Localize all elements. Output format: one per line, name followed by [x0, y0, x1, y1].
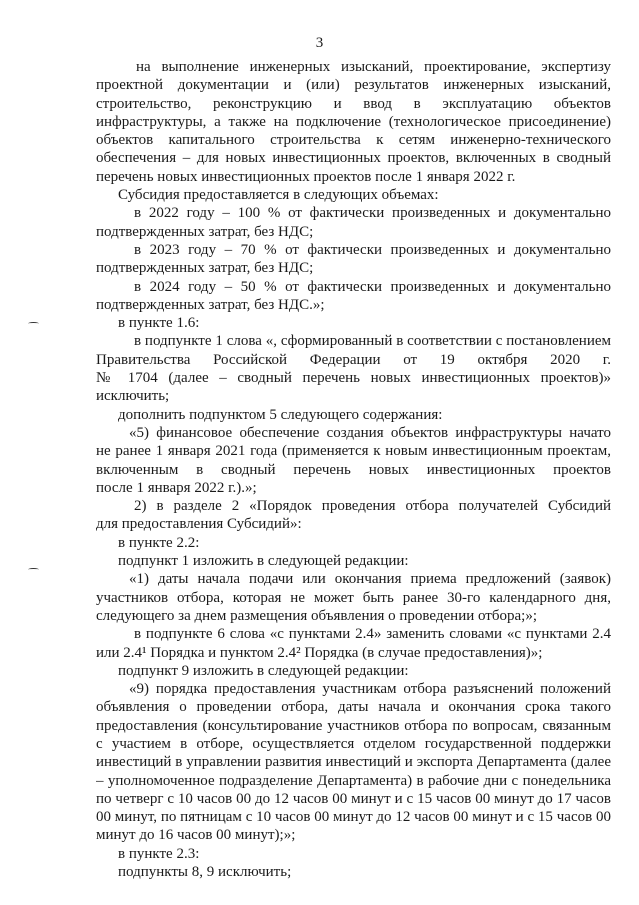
text-line: Правительства Российской Федерации от 19 октября 2020 г.: [96, 351, 611, 368]
page-number: 3: [315, 35, 324, 51]
text-line: объектов капитального строительства к сетям инженерно-технического: [96, 132, 611, 149]
text-line: с участием в отборе, осуществляется отделом государственной поддержки: [96, 735, 611, 752]
text-line: включенным в сводный перечень новых инвестиционных проектов: [96, 461, 611, 478]
text-line: для предоставления Субсидий»:: [96, 516, 302, 533]
text-line: в 2023 году – 70 % от фактически произведенных и документально: [134, 241, 611, 258]
text-line: следующего за днем размещения объявления о проведении отбора;»;: [96, 607, 537, 624]
text-line: объявления о проведении отбора, даты начала и окончания срока такого: [96, 699, 611, 716]
document-body: [96, 58, 611, 881]
text-line: подтвержденных затрат, без НДС.»;: [96, 296, 325, 313]
text-line: в 2024 году – 50 % от фактически произведенных и документально: [134, 278, 611, 295]
text-line: в подпункте 6 слова «с пунктами 2.4» заменить словами «с пунктами 2.4: [134, 626, 611, 643]
text-line: подпункт 9 изложить в следующей редакции:: [118, 662, 409, 679]
text-line: № 1704 (далее – сводный перечень новых инвестиционных проектов)»: [96, 370, 611, 387]
text-line: подтвержденных затрат, без НДС;: [96, 260, 314, 277]
text-line: на выполнение инженерных изысканий, проектирование, экспертизу: [136, 59, 611, 75]
text-line: инвестиций в управлении развития инвестиций и экспорта Департамента (далее: [96, 754, 611, 771]
text-line: проектной документации и (или) результатов инженерных изысканий,: [96, 77, 611, 94]
text-line: не ранее 1 января 2021 года (применяется к новым инвестиционным проектам,: [96, 443, 611, 460]
text-line: участников отбора, которая не может быть ранее 30-го календарного дня,: [96, 589, 611, 606]
text-line: перечень новых инвестиционных проектов после 1 января 2022 г.: [96, 168, 516, 185]
text-line: обеспечения – для новых инвестиционных проектов, включенных в сводный: [96, 150, 611, 167]
margin-mark-1: [28, 322, 39, 325]
text-line: 2) в разделе 2 «Порядок проведения отбора получателей Субсидий: [134, 498, 611, 515]
text-line: исключить;: [96, 388, 170, 405]
text-line: в пункте 2.3:: [118, 845, 200, 862]
text-line: в 2022 году – 100 % от фактически произведенных и документально: [134, 205, 611, 222]
text-line: по четверг с 10 часов 00 до 12 часов 00 минут и с 15 часов 00 минут до 17 часов: [96, 790, 611, 807]
text-line: «5) финансовое обеспечение создания объектов инфраструктуры начато: [129, 424, 611, 441]
text-line: «9) порядка предоставления участникам отбора разъяснений положений: [129, 681, 611, 698]
text-line: в пункте 1.6:: [118, 315, 200, 332]
text-line: минут до 16 часов 00 минут);»;: [96, 827, 296, 844]
text-line: Субсидия предоставляется в следующих объемах:: [118, 187, 439, 204]
text-line: дополнить подпунктом 5 следующего содержания:: [118, 406, 443, 423]
text-line: «1) даты начала подачи или окончания приема предложений (заявок): [129, 571, 611, 588]
text-line: или 2.4¹ Порядка и пунктом 2.4² Порядка (в случае предоставления)»;: [96, 644, 543, 661]
text-line: после 1 января 2022 г.).»;: [96, 479, 257, 496]
text-line: подпункт 1 изложить в следующей редакции:: [118, 553, 409, 570]
text-line: – уполномоченное подразделение Департамента) в рабочие дни с понедельника: [96, 772, 611, 789]
text-line: предоставления (консультирование участников отбора по вопросам, связанным: [96, 717, 611, 734]
text-line: 00 минут, по пятницам с 10 часов 00 минут до 12 часов 00 минут и с 15 часов 00: [96, 809, 611, 826]
text-line: подпункты 8, 9 исключить;: [118, 864, 292, 881]
text-line: подтвержденных затрат, без НДС;: [96, 223, 314, 240]
margin-mark-2: [28, 568, 39, 571]
text-line: строительство, реконструкцию и ввод в эксплуатацию объектов: [96, 95, 611, 112]
text-line: в подпункте 1 слова «, сформированный в соответствии с постановлением: [134, 333, 611, 350]
text-line: в пункте 2.2:: [118, 534, 200, 551]
text-line: инфраструктуры, а также на подключение (технологическое присоединение): [96, 113, 611, 130]
